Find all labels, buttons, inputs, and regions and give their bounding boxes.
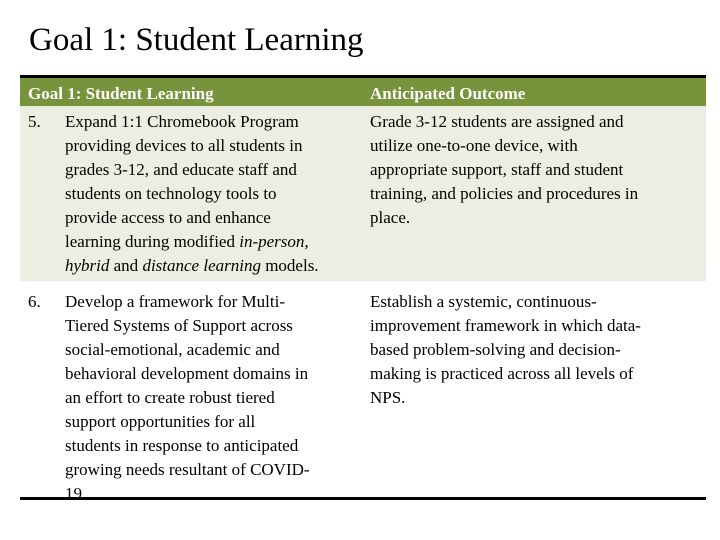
outcome-line: improvement framework in which data-: [370, 316, 641, 335]
table-header-row: [20, 75, 706, 106]
goals-table: [20, 75, 706, 503]
goal-text-fragment: and: [113, 256, 139, 275]
outcome-line: place.: [370, 208, 411, 227]
goal-line: 19.: [65, 484, 87, 503]
row-number: 6.: [28, 292, 41, 311]
goal-text-italic: hybrid: [65, 256, 110, 275]
goal-line: social-emotional, academic and: [65, 340, 280, 359]
header-outcome: Anticipated Outcome: [370, 84, 526, 103]
slide-title: Goal 1: Student Learning: [29, 22, 364, 58]
outcome-line: training, and policies and procedures in: [370, 184, 639, 203]
outcome-cell: [370, 290, 700, 410]
outcome-line: based problem-solving and decision-: [370, 340, 621, 359]
goal-line: provide access to and enhance: [65, 208, 271, 227]
goal-line: behavioral development domains in: [65, 364, 309, 383]
goal-line: grades 3-12, and educate staff and: [65, 160, 297, 179]
goal-text-fragment: learning during modified: [65, 232, 235, 251]
goal-cell: [65, 290, 361, 506]
outcome-line: making is practiced across all levels of: [370, 364, 634, 383]
outcome-line: Grade 3-12 students are assigned and: [370, 112, 624, 131]
goal-line: an effort to create robust tiered: [65, 388, 275, 407]
goal-cell: [65, 110, 361, 278]
goal-text-fragment: models.: [265, 256, 319, 275]
goal-line: [65, 254, 361, 278]
header-goal: Goal 1: Student Learning: [28, 84, 214, 103]
goal-line: Develop a framework for Multi-: [65, 292, 285, 311]
table-row: [20, 106, 706, 281]
outcome-line: utilize one-to-one device, with: [370, 136, 578, 155]
goal-line: students in response to anticipated: [65, 436, 299, 455]
goal-line: providing devices to all students in: [65, 136, 303, 155]
goal-line: [65, 230, 361, 254]
outcome-line: NPS.: [370, 388, 406, 407]
goal-line: support opportunities for all: [65, 412, 256, 431]
goal-text-italic: distance learning: [142, 256, 261, 275]
outcome-line: appropriate support, staff and student: [370, 160, 624, 179]
goal-line: Tiered Systems of Support across: [65, 316, 293, 335]
goal-line: students on technology tools to: [65, 184, 277, 203]
goal-line: Expand 1:1 Chromebook Program: [65, 112, 299, 131]
row-number: 5.: [28, 112, 41, 131]
outcome-line: Establish a systemic, continuous-: [370, 292, 597, 311]
table-row: [20, 281, 706, 503]
outcome-cell: [370, 110, 700, 230]
goal-text-italic: in-person,: [239, 232, 309, 251]
goal-line: growing needs resultant of COVID-: [65, 460, 310, 479]
